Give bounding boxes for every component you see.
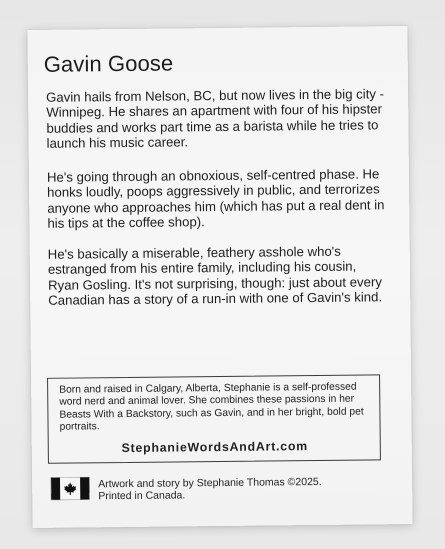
credits-line-1: Artwork and story by Stephanie Thomas ©2025. [98, 475, 322, 491]
author-website: StephanieWordsAndArt.com [121, 438, 309, 455]
flag-right-band [80, 477, 89, 499]
credits [98, 476, 322, 503]
story-card [27, 26, 412, 528]
credits-line-2: Printed in Canada. [98, 489, 186, 503]
story-paragraph-3: He's basically a miserable, feathery asshole who's estranged from his entire family, including his cousin, Ryan Gosling. It's not surprising, though: just about every Canadian has a story of a run-in with one of Gavin's kind. [47, 243, 383, 308]
canadian-flag-icon [51, 477, 89, 499]
flag-left-band [51, 478, 60, 500]
story-paragraph-2: He's going through an obnoxious, self-centred phase. He honks loudly, poops aggressively in public, and terrorizes anyone who approaches him (which has put a real dent in his tips at the coffee shop). [46, 166, 385, 231]
story-paragraph-1: Gavin hails from Nelson, BC, but now lives in the big city - Winnipeg. He shares an apartment with four of his hipster buddies and works part time as a barista while he tries to launch his music career. [46, 86, 385, 151]
author-bio-text: Born and raised in Calgary, Alberta, Stephanie is a self-professed word nerd and animal lover. She combines these passions in her Beasts With a Backstory, such as Gavin, and in her bright, bold pet portraits. [59, 381, 364, 433]
card-title: Gavin Goose [43, 50, 174, 77]
flag-center [60, 477, 80, 499]
maple-leaf-icon [63, 482, 77, 496]
author-bio-box [47, 374, 381, 463]
